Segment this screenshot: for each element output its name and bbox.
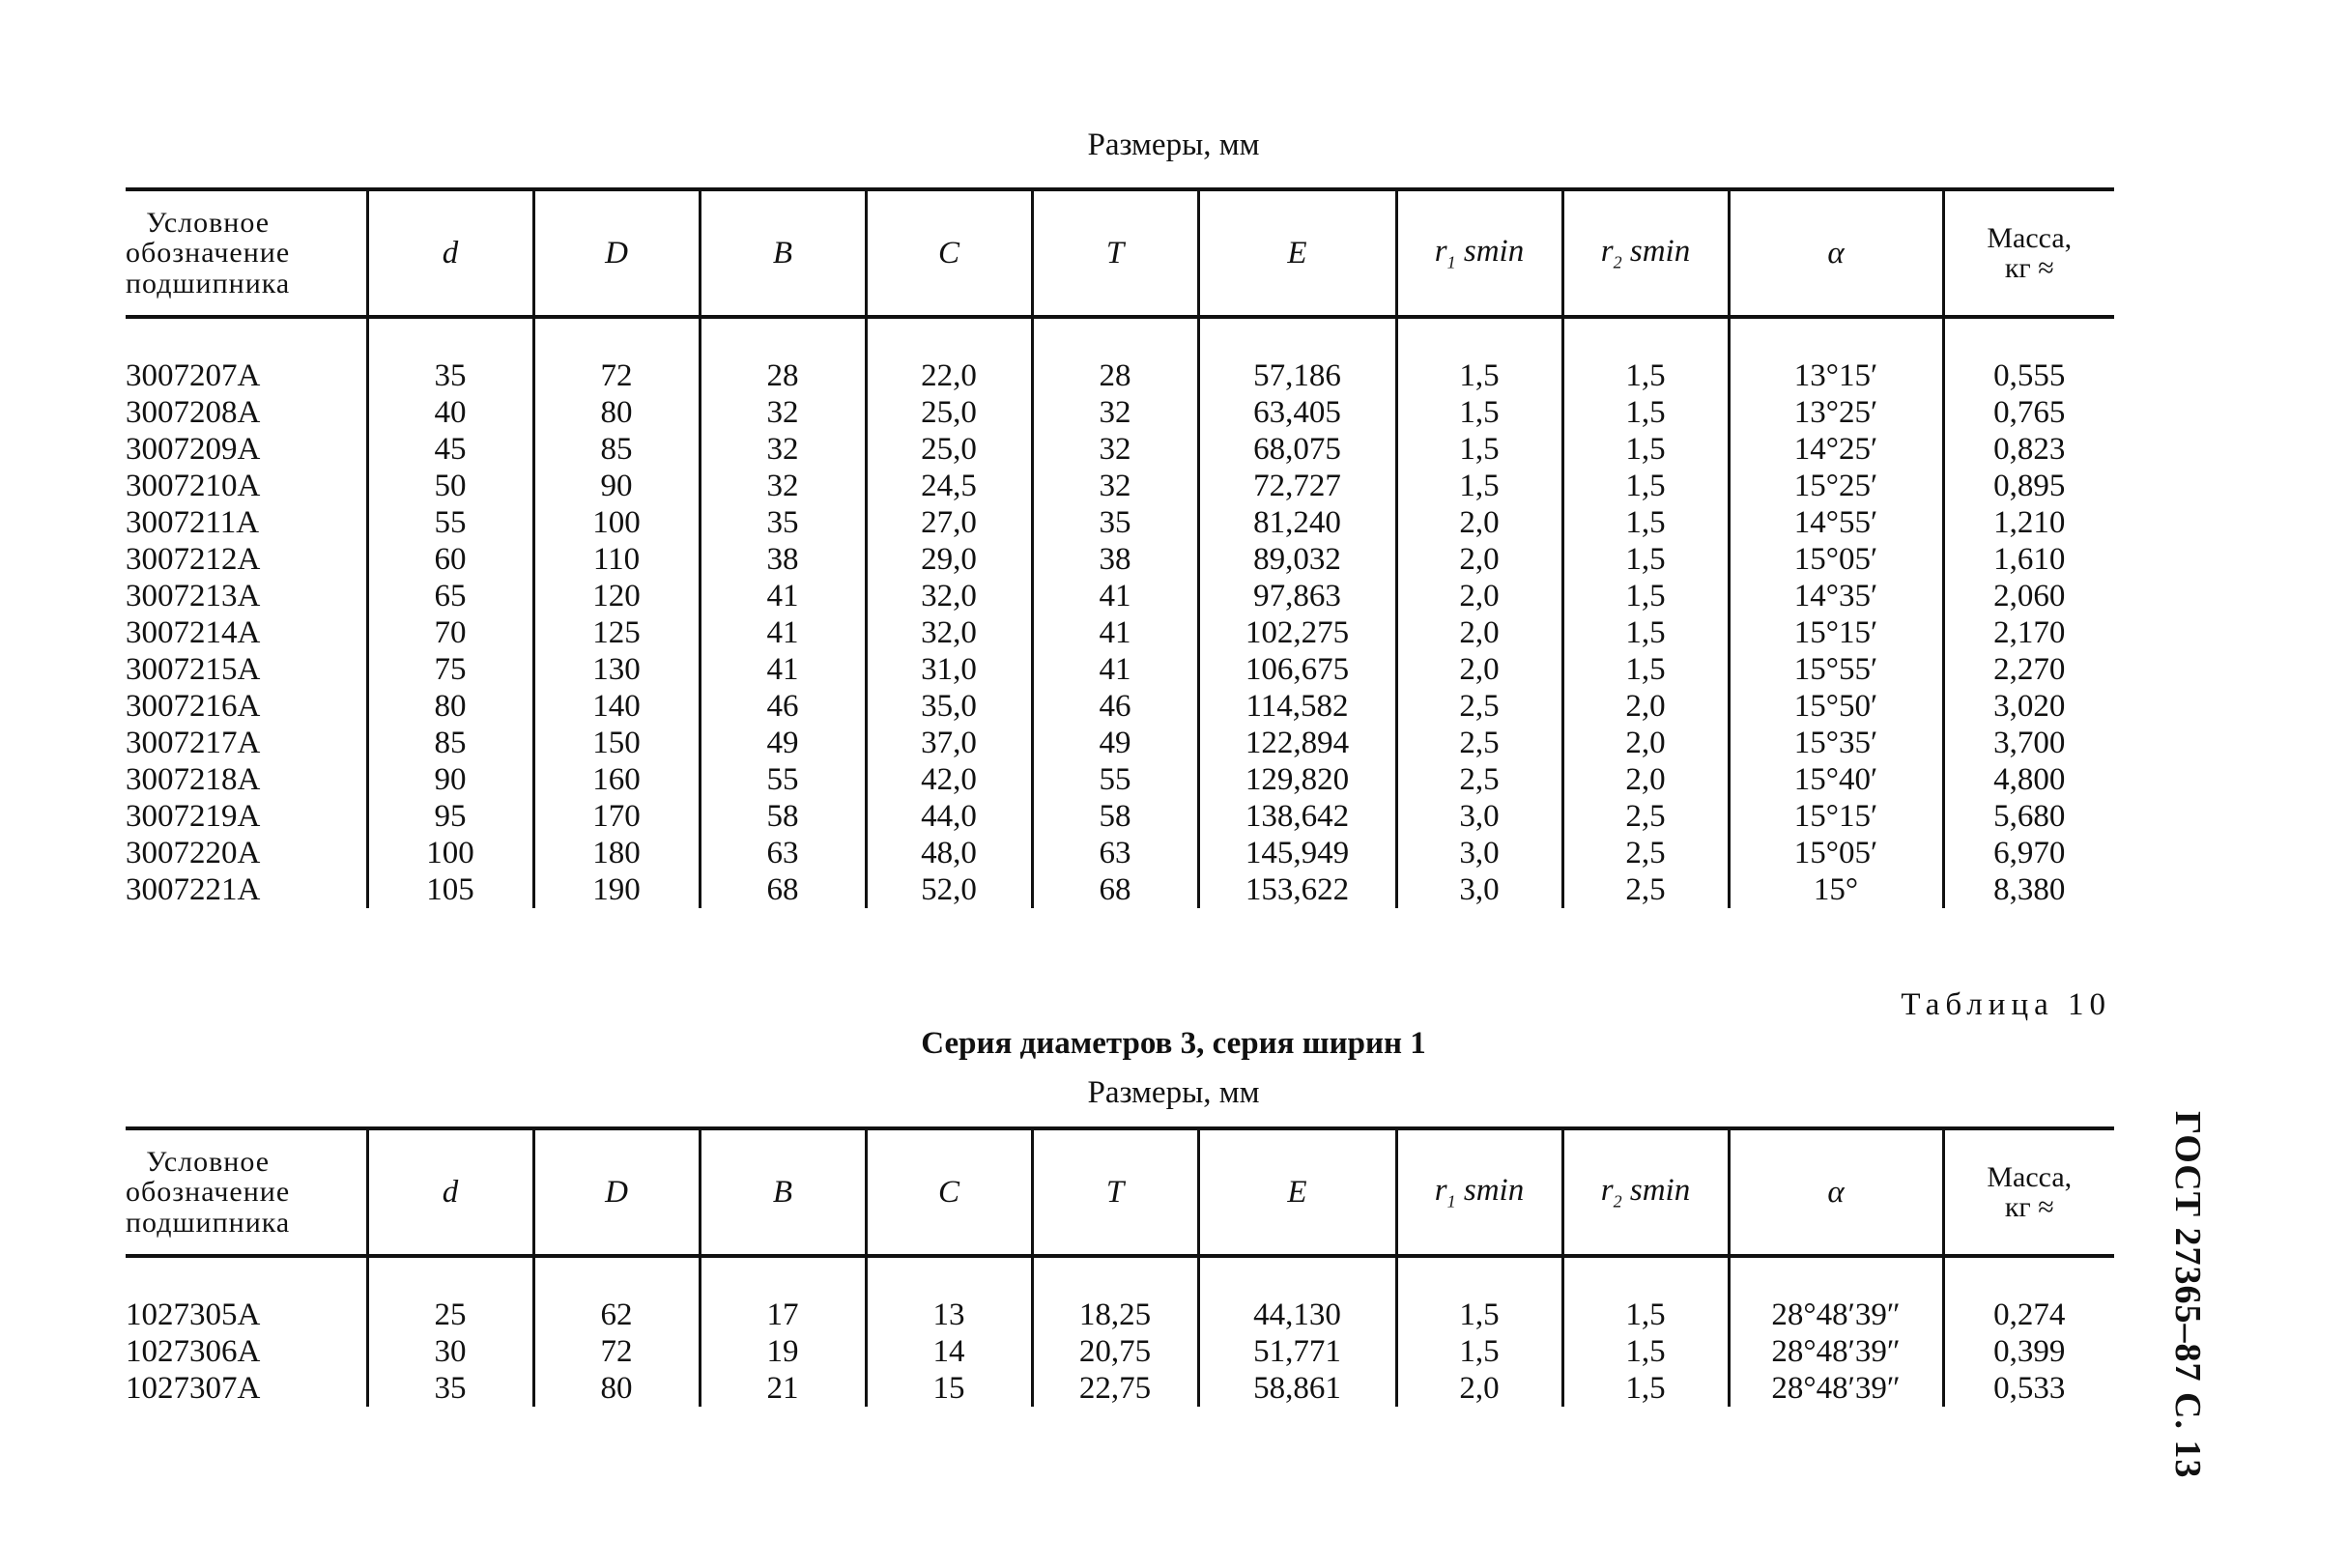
header-r1smin [1396, 1128, 1562, 1256]
spacer-cell [1032, 1256, 1198, 1297]
table-row [126, 871, 2114, 908]
table9 [126, 187, 2114, 908]
table9-units-caption: Размеры, мм [1087, 128, 1260, 162]
cell-designation: 3007208А [126, 395, 261, 430]
cell-r2smin: 1,5 [1562, 1370, 1729, 1407]
header-T: T [1032, 1128, 1198, 1256]
header-d: d [367, 1128, 533, 1256]
cell-B: 32 [700, 431, 866, 468]
spacer-cell [367, 317, 533, 357]
cell-alpha: 15°25′ [1729, 468, 1943, 504]
header-C: C [866, 1128, 1032, 1256]
table-row [126, 835, 2114, 871]
cell-C: 15 [866, 1370, 1032, 1407]
cell-r1smin: 2,0 [1396, 651, 1562, 688]
cell-C: 52,0 [866, 871, 1032, 908]
header-r2-sub: 2 [1613, 252, 1622, 272]
cell-alpha: 15°15′ [1729, 798, 1943, 835]
cell-designation: 1027306А [126, 1334, 261, 1369]
header-E: E [1198, 189, 1396, 317]
spacer-cell [1729, 317, 1943, 357]
header-C: C [866, 189, 1032, 317]
cell-D: 72 [533, 1333, 700, 1370]
cell-r2smin: 2,0 [1562, 688, 1729, 725]
cell-T: 35 [1032, 504, 1198, 541]
cell-D: 100 [533, 504, 700, 541]
cell-B: 21 [700, 1370, 866, 1407]
cell-E: 57,186 [1198, 357, 1396, 394]
table-row [126, 688, 2114, 725]
header-mass-line: кг ≈ [2004, 1191, 2054, 1223]
cell-T: 63 [1032, 835, 1198, 871]
cell-mass: 3,020 [1943, 688, 2114, 725]
cell-d: 45 [367, 431, 533, 468]
cell-alpha: 28°48′39″ [1729, 1370, 1943, 1407]
cell-D: 120 [533, 578, 700, 614]
cell-mass: 8,380 [1943, 871, 2114, 908]
cell-r2smin: 1,5 [1562, 431, 1729, 468]
cell-D: 150 [533, 725, 700, 761]
cell-r1smin: 1,5 [1396, 468, 1562, 504]
cell-B: 55 [700, 761, 866, 798]
header-r1-suffix: smin [1455, 1172, 1525, 1208]
cell-E: 89,032 [1198, 541, 1396, 578]
cell-r2smin: 1,5 [1562, 468, 1729, 504]
cell-r1smin: 2,0 [1396, 504, 1562, 541]
cell-alpha: 28°48′39″ [1729, 1333, 1943, 1370]
cell-r1smin: 1,5 [1396, 1297, 1562, 1333]
spacer-cell [1943, 317, 2114, 357]
table-row [126, 1333, 2114, 1370]
cell-D: 110 [533, 541, 700, 578]
table-row [126, 578, 2114, 614]
cell-T: 41 [1032, 651, 1198, 688]
cell-B: 17 [700, 1297, 866, 1333]
cell-T: 55 [1032, 761, 1198, 798]
cell-alpha: 15° [1729, 871, 1943, 908]
table10 [126, 1126, 2114, 1407]
header-designation-line: Условное [146, 1145, 271, 1178]
cell-r2smin: 1,5 [1562, 1333, 1729, 1370]
cell-C: 42,0 [866, 761, 1032, 798]
cell-d: 95 [367, 798, 533, 835]
cell-d: 60 [367, 541, 533, 578]
cell-D: 190 [533, 871, 700, 908]
table-row [126, 357, 2114, 394]
cell-E: 51,771 [1198, 1333, 1396, 1370]
cell-r2smin: 2,5 [1562, 798, 1729, 835]
cell-r1smin: 2,0 [1396, 578, 1562, 614]
cell-T: 18,25 [1032, 1297, 1198, 1333]
spacer-cell [533, 1256, 700, 1297]
cell-D: 62 [533, 1297, 700, 1333]
cell-designation: 3007220А [126, 836, 261, 870]
cell-r2smin: 2,0 [1562, 761, 1729, 798]
cell-r1smin: 3,0 [1396, 798, 1562, 835]
cell-C: 32,0 [866, 578, 1032, 614]
cell-mass: 0,895 [1943, 468, 2114, 504]
cell-B: 49 [700, 725, 866, 761]
cell-d: 35 [367, 1370, 533, 1407]
cell-mass: 2,060 [1943, 578, 2114, 614]
cell-T: 32 [1032, 468, 1198, 504]
cell-alpha: 15°05′ [1729, 835, 1943, 871]
cell-D: 90 [533, 468, 700, 504]
cell-mass: 2,170 [1943, 614, 2114, 651]
cell-D: 160 [533, 761, 700, 798]
cell-C: 13 [866, 1297, 1032, 1333]
spacer-cell [126, 317, 367, 357]
table-row [126, 394, 2114, 431]
cell-r2smin: 2,0 [1562, 725, 1729, 761]
cell-T: 22,75 [1032, 1370, 1198, 1407]
spacer-cell [1943, 1256, 2114, 1297]
cell-d: 55 [367, 504, 533, 541]
cell-D: 72 [533, 357, 700, 394]
spacer-cell [1729, 1256, 1943, 1297]
cell-designation: 3007210А [126, 469, 261, 503]
cell-C: 25,0 [866, 394, 1032, 431]
header-designation-line: обозначение [126, 1176, 291, 1209]
cell-r1smin: 2,0 [1396, 614, 1562, 651]
cell-alpha: 15°55′ [1729, 651, 1943, 688]
cell-r1smin: 2,0 [1396, 541, 1562, 578]
cell-B: 35 [700, 504, 866, 541]
spacer-cell [700, 1256, 866, 1297]
cell-r1smin: 2,5 [1396, 688, 1562, 725]
table10-label: Таблица 10 [1901, 987, 2111, 1022]
header-mass-line: Масса, [1987, 1160, 2073, 1193]
spacer-cell [1198, 317, 1396, 357]
cell-r1smin: 3,0 [1396, 871, 1562, 908]
table10-header-row [126, 1128, 2114, 1256]
cell-d: 70 [367, 614, 533, 651]
cell-E: 114,582 [1198, 688, 1396, 725]
header-designation-line: обозначение [126, 237, 291, 270]
cell-mass: 6,970 [1943, 835, 2114, 871]
table9-body [126, 317, 2114, 908]
header-designation [126, 1128, 367, 1256]
cell-D: 130 [533, 651, 700, 688]
cell-mass: 0,533 [1943, 1370, 2114, 1407]
cell-d: 25 [367, 1297, 533, 1333]
cell-D: 180 [533, 835, 700, 871]
cell-E: 153,622 [1198, 871, 1396, 908]
table10-series-title: Серия диаметров 3, серия ширин 1 [921, 1026, 1426, 1061]
spacer-cell [126, 1256, 367, 1297]
header-d: d [367, 189, 533, 317]
table10-units-caption: Размеры, мм [1087, 1075, 1260, 1110]
cell-C: 32,0 [866, 614, 1032, 651]
cell-designation: 3007214А [126, 615, 261, 650]
cell-D: 140 [533, 688, 700, 725]
header-designation-line: подшипника [126, 1206, 291, 1239]
spacer-cell [533, 317, 700, 357]
cell-r1smin: 1,5 [1396, 394, 1562, 431]
spacer-cell [367, 1256, 533, 1297]
cell-d: 40 [367, 394, 533, 431]
cell-alpha: 14°35′ [1729, 578, 1943, 614]
cell-E: 97,863 [1198, 578, 1396, 614]
cell-T: 68 [1032, 871, 1198, 908]
spacer-cell [1198, 1256, 1396, 1297]
header-D: D [533, 1128, 700, 1256]
table-row [126, 431, 2114, 468]
cell-r2smin: 1,5 [1562, 541, 1729, 578]
cell-B: 19 [700, 1333, 866, 1370]
cell-T: 41 [1032, 614, 1198, 651]
cell-C: 25,0 [866, 431, 1032, 468]
cell-designation: 3007207А [126, 358, 261, 393]
page-side-reference: ГОСТ 27365–87 С. 13 [2167, 1111, 2208, 1479]
cell-designation: 3007213А [126, 579, 261, 613]
header-alpha: α [1729, 189, 1943, 317]
cell-E: 129,820 [1198, 761, 1396, 798]
header-mass [1943, 189, 2114, 317]
cell-E: 44,130 [1198, 1297, 1396, 1333]
cell-T: 32 [1032, 394, 1198, 431]
cell-mass: 0,823 [1943, 431, 2114, 468]
cell-B: 46 [700, 688, 866, 725]
cell-E: 58,861 [1198, 1370, 1396, 1407]
spacer-cell [1032, 317, 1198, 357]
cell-mass: 3,700 [1943, 725, 2114, 761]
cell-alpha: 15°35′ [1729, 725, 1943, 761]
cell-alpha: 14°25′ [1729, 431, 1943, 468]
cell-alpha: 15°15′ [1729, 614, 1943, 651]
cell-d: 90 [367, 761, 533, 798]
cell-r2smin: 1,5 [1562, 357, 1729, 394]
cell-B: 41 [700, 578, 866, 614]
cell-E: 63,405 [1198, 394, 1396, 431]
header-r2-base: r [1600, 233, 1614, 269]
table-row [126, 614, 2114, 651]
table-row [126, 541, 2114, 578]
cell-T: 41 [1032, 578, 1198, 614]
cell-T: 49 [1032, 725, 1198, 761]
cell-C: 48,0 [866, 835, 1032, 871]
cell-alpha: 15°40′ [1729, 761, 1943, 798]
cell-T: 28 [1032, 357, 1198, 394]
cell-C: 22,0 [866, 357, 1032, 394]
cell-C: 37,0 [866, 725, 1032, 761]
header-E: E [1198, 1128, 1396, 1256]
cell-E: 72,727 [1198, 468, 1396, 504]
table-row [126, 651, 2114, 688]
cell-designation: 1027307А [126, 1371, 261, 1406]
spacer-cell [1562, 317, 1729, 357]
cell-d: 35 [367, 357, 533, 394]
cell-T: 46 [1032, 688, 1198, 725]
cell-r2smin: 1,5 [1562, 1297, 1729, 1333]
cell-r2smin: 1,5 [1562, 578, 1729, 614]
cell-D: 80 [533, 394, 700, 431]
header-r2-base: r [1600, 1172, 1614, 1208]
cell-B: 63 [700, 835, 866, 871]
table10-body [126, 1256, 2114, 1407]
cell-T: 32 [1032, 431, 1198, 468]
cell-B: 58 [700, 798, 866, 835]
header-mass [1943, 1128, 2114, 1256]
cell-r2smin: 1,5 [1562, 394, 1729, 431]
header-r1-sub: 1 [1446, 252, 1456, 272]
cell-designation: 3007216А [126, 689, 261, 724]
cell-C: 44,0 [866, 798, 1032, 835]
cell-d: 85 [367, 725, 533, 761]
cell-mass: 1,210 [1943, 504, 2114, 541]
cell-designation: 3007211А [126, 505, 260, 540]
table-row [126, 725, 2114, 761]
cell-r2smin: 2,5 [1562, 835, 1729, 871]
header-r1-sub: 1 [1446, 1191, 1456, 1212]
cell-E: 122,894 [1198, 725, 1396, 761]
cell-B: 38 [700, 541, 866, 578]
header-r1smin [1396, 189, 1562, 317]
cell-r2smin: 1,5 [1562, 651, 1729, 688]
cell-r2smin: 1,5 [1562, 504, 1729, 541]
header-r2-suffix: smin [1621, 1172, 1691, 1208]
cell-mass: 1,610 [1943, 541, 2114, 578]
cell-d: 105 [367, 871, 533, 908]
cell-r2smin: 1,5 [1562, 614, 1729, 651]
header-r1-suffix: smin [1455, 233, 1525, 269]
header-r1-base: r [1434, 1172, 1447, 1208]
header-alpha: α [1729, 1128, 1943, 1256]
header-r2-suffix: smin [1621, 233, 1691, 269]
cell-d: 100 [367, 835, 533, 871]
cell-designation: 1027305А [126, 1297, 261, 1332]
cell-mass: 0,765 [1943, 394, 2114, 431]
header-B: B [700, 189, 866, 317]
table-row [126, 468, 2114, 504]
header-designation-line: Условное [146, 206, 271, 239]
cell-T: 20,75 [1032, 1333, 1198, 1370]
cell-mass: 4,800 [1943, 761, 2114, 798]
header-mass-line: Масса, [1987, 221, 2073, 254]
cell-d: 75 [367, 651, 533, 688]
cell-B: 41 [700, 651, 866, 688]
cell-designation: 3007219А [126, 799, 261, 834]
cell-designation: 3007217А [126, 726, 261, 760]
cell-mass: 0,399 [1943, 1333, 2114, 1370]
header-r1-base: r [1434, 233, 1447, 269]
cell-B: 68 [700, 871, 866, 908]
cell-C: 29,0 [866, 541, 1032, 578]
cell-mass: 0,555 [1943, 357, 2114, 394]
table-row [126, 798, 2114, 835]
cell-T: 38 [1032, 541, 1198, 578]
cell-designation: 3007212А [126, 542, 261, 577]
cell-mass: 2,270 [1943, 651, 2114, 688]
header-designation-line: подшипника [126, 267, 291, 299]
table-row [126, 761, 2114, 798]
cell-designation: 3007221А [126, 872, 261, 907]
cell-r1smin: 2,5 [1396, 725, 1562, 761]
cell-D: 80 [533, 1370, 700, 1407]
cell-D: 125 [533, 614, 700, 651]
cell-C: 14 [866, 1333, 1032, 1370]
cell-C: 31,0 [866, 651, 1032, 688]
header-T: T [1032, 189, 1198, 317]
table9-header-row [126, 189, 2114, 317]
header-D: D [533, 189, 700, 317]
cell-d: 65 [367, 578, 533, 614]
cell-B: 41 [700, 614, 866, 651]
spacer-cell [700, 317, 866, 357]
cell-B: 32 [700, 468, 866, 504]
cell-B: 32 [700, 394, 866, 431]
spacer-cell [1396, 1256, 1562, 1297]
cell-E: 102,275 [1198, 614, 1396, 651]
cell-r1smin: 1,5 [1396, 1333, 1562, 1370]
spacer-cell [866, 1256, 1032, 1297]
cell-alpha: 15°50′ [1729, 688, 1943, 725]
cell-designation: 3007215А [126, 652, 261, 687]
table-spacer-row [126, 317, 2114, 357]
spacer-cell [866, 317, 1032, 357]
header-r2-sub: 2 [1613, 1191, 1622, 1212]
cell-mass: 0,274 [1943, 1297, 2114, 1333]
cell-r1smin: 3,0 [1396, 835, 1562, 871]
cell-r1smin: 2,0 [1396, 1370, 1562, 1407]
cell-T: 58 [1032, 798, 1198, 835]
cell-B: 28 [700, 357, 866, 394]
cell-d: 80 [367, 688, 533, 725]
cell-E: 81,240 [1198, 504, 1396, 541]
cell-alpha: 14°55′ [1729, 504, 1943, 541]
cell-r1smin: 1,5 [1396, 357, 1562, 394]
table-row [126, 1370, 2114, 1407]
cell-C: 27,0 [866, 504, 1032, 541]
header-r2smin [1562, 1128, 1729, 1256]
cell-designation: 3007218А [126, 762, 261, 797]
header-mass-line: кг ≈ [2004, 252, 2054, 284]
cell-alpha: 13°25′ [1729, 394, 1943, 431]
cell-E: 106,675 [1198, 651, 1396, 688]
cell-r2smin: 2,5 [1562, 871, 1729, 908]
cell-E: 145,949 [1198, 835, 1396, 871]
header-designation [126, 189, 367, 317]
table-spacer-row [126, 1256, 2114, 1297]
cell-D: 170 [533, 798, 700, 835]
cell-alpha: 15°05′ [1729, 541, 1943, 578]
table-row [126, 504, 2114, 541]
cell-C: 24,5 [866, 468, 1032, 504]
cell-alpha: 28°48′39″ [1729, 1297, 1943, 1333]
cell-E: 138,642 [1198, 798, 1396, 835]
table-row [126, 1297, 2114, 1333]
cell-r1smin: 2,5 [1396, 761, 1562, 798]
spacer-cell [1562, 1256, 1729, 1297]
header-B: B [700, 1128, 866, 1256]
header-r2smin [1562, 189, 1729, 317]
cell-D: 85 [533, 431, 700, 468]
cell-r1smin: 1,5 [1396, 431, 1562, 468]
cell-d: 50 [367, 468, 533, 504]
cell-mass: 5,680 [1943, 798, 2114, 835]
cell-C: 35,0 [866, 688, 1032, 725]
cell-E: 68,075 [1198, 431, 1396, 468]
cell-d: 30 [367, 1333, 533, 1370]
cell-designation: 3007209А [126, 432, 261, 467]
spacer-cell [1396, 317, 1562, 357]
cell-alpha: 13°15′ [1729, 357, 1943, 394]
